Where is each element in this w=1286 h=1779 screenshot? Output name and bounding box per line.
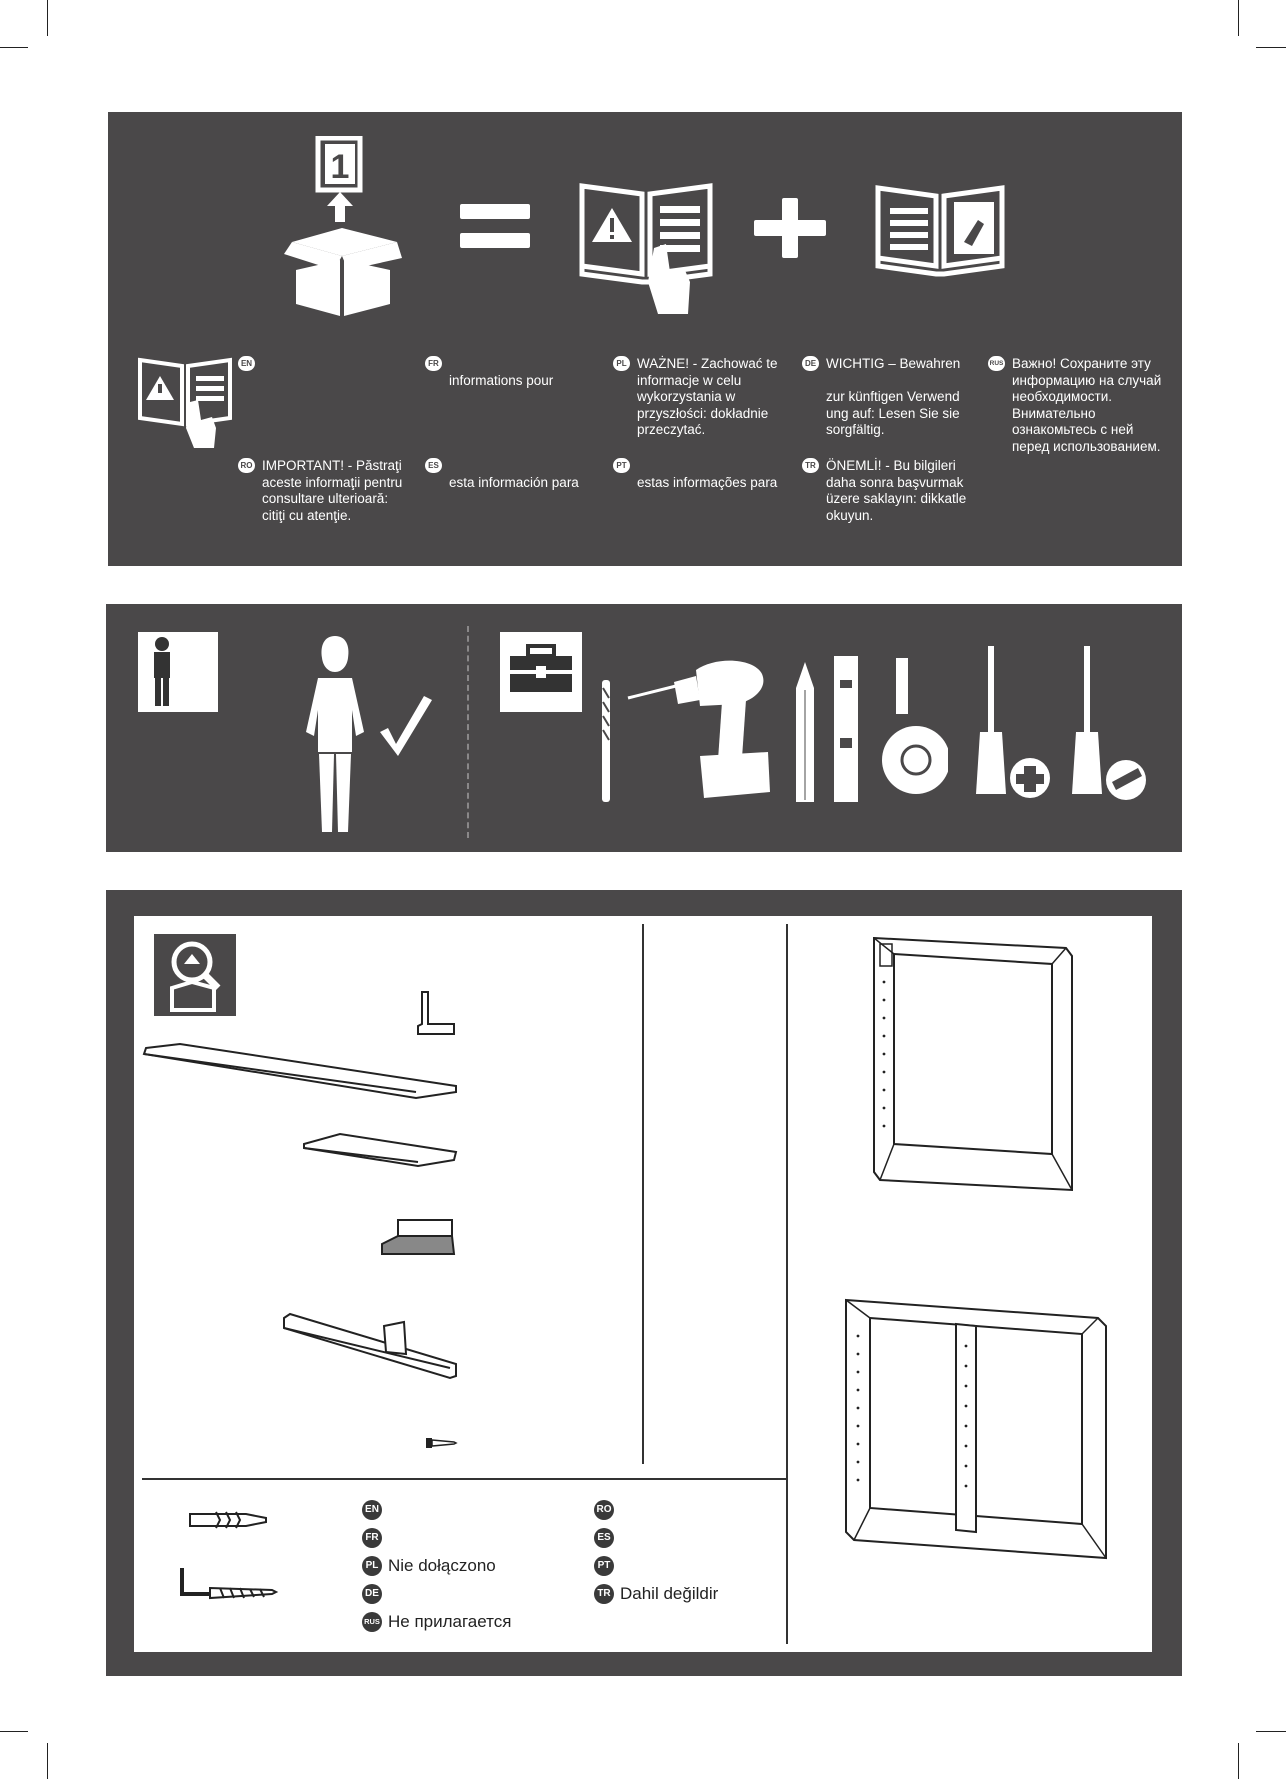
warning-line: WICHTIG – Bewahren [826, 356, 961, 371]
spirit-level-icon [832, 654, 860, 804]
read-warning-manual-icon [578, 178, 718, 318]
lang-badge: TR [802, 458, 819, 473]
warning-line: przyszłości: dokładnie [637, 405, 769, 421]
warning-line: WAŻNE! - Zachować te [637, 356, 778, 371]
warning-line: sorgfältig. [826, 422, 885, 437]
tape-measure-icon [880, 656, 948, 802]
column-divider [642, 924, 644, 1464]
not-included-rus [362, 1610, 511, 1632]
warning-text-pt [616, 458, 778, 491]
lang-badge: PL [362, 1556, 382, 1576]
not-included-label: Dahil değildir [620, 1583, 719, 1603]
phillips-screwdriver-icon [972, 644, 1052, 804]
lang-badge: DE [362, 1584, 382, 1604]
warning-line [826, 373, 960, 390]
warning-line: okuyun. [826, 507, 874, 523]
warning-line: ung auf: Lesen Sie sie [826, 405, 960, 421]
lang-badge: FR [362, 1528, 382, 1548]
warning-line: перед использованием. [1012, 438, 1161, 454]
not-included-label: Не прилагается [388, 1611, 512, 1631]
warning-line: ознакомьтесь с ней [1012, 422, 1134, 437]
not-included-label: Nie dołączono [388, 1555, 496, 1575]
step-number: 1 [330, 148, 350, 186]
warning-text-pl [616, 356, 778, 439]
long-shelf-part [140, 1040, 460, 1102]
not-included-pl [362, 1554, 496, 1576]
checkmark-icon [378, 692, 434, 758]
warning-line: IMPORTANT! - Păstraţi [262, 458, 402, 473]
not-included-es [594, 1526, 620, 1548]
warning-line: informacje w celu [637, 372, 742, 388]
warning-line: wykorzystania w [637, 389, 736, 404]
inspect-box-badge-icon [152, 932, 238, 1018]
lang-badge: PT [613, 458, 630, 473]
not-included-de [362, 1582, 388, 1604]
warning-text-rus [989, 356, 1162, 455]
mirror-clip-part [378, 1218, 458, 1258]
led-light-bar-part [280, 1310, 460, 1382]
warning-text-de [804, 356, 961, 439]
box-with-manual-icon [282, 136, 404, 318]
row-divider [142, 1478, 788, 1480]
not-included-ro [594, 1498, 620, 1520]
lang-badge: RO [238, 458, 255, 473]
warning-line: informations pour [449, 372, 554, 388]
warning-line: przeczytać. [637, 422, 706, 437]
screw-part [424, 1436, 458, 1450]
plus-icon [754, 198, 826, 258]
toolbox-badge-icon [498, 630, 584, 714]
lang-badge: PT [594, 1556, 614, 1576]
warning-text-es [428, 458, 579, 491]
warning-line: информацию на случай [1012, 372, 1162, 388]
warning-line: Внимательно [1012, 405, 1096, 421]
not-included-tr [594, 1582, 718, 1604]
cordless-drill-icon [626, 652, 776, 802]
not-included-pt [594, 1554, 620, 1576]
column-divider [786, 924, 788, 1644]
warning-line: esta información para [449, 474, 579, 490]
warning-line: ÖNEMLİ! - Bu bilgileri [826, 458, 956, 473]
lang-badge: DE [802, 356, 819, 371]
not-included-fr [362, 1526, 388, 1548]
warning-line: citiţi cu atenţie. [262, 507, 352, 523]
crop-mark [47, 0, 48, 36]
one-person-badge-icon [136, 630, 220, 714]
pencil-icon [794, 660, 816, 804]
crop-mark [1256, 47, 1286, 48]
crop-mark [0, 1731, 28, 1732]
drill-bit-icon [598, 678, 614, 804]
hook-screw-part [176, 1564, 280, 1600]
crop-mark [1238, 1743, 1239, 1779]
warning-text-tr [805, 458, 967, 524]
warning-line: aceste informaţii pentru [262, 474, 403, 490]
warning-line: необходимости. [1012, 389, 1112, 404]
warning-line: consultare ulterioară: [262, 491, 389, 506]
crop-mark [47, 1743, 48, 1779]
not-included-en [362, 1498, 388, 1520]
warning-line [637, 458, 777, 475]
lang-badge: RO [594, 1500, 614, 1520]
double-cabinet-frame [842, 1296, 1110, 1562]
crop-mark [1238, 0, 1239, 36]
l-bracket-part [414, 990, 458, 1038]
warning-line: Важно! Сохраните эту [1012, 356, 1151, 371]
warning-line: üzere saklayın: dikkatle [826, 491, 967, 506]
person-icon [296, 632, 374, 840]
equals-icon [460, 204, 530, 250]
lang-badge: TR [594, 1584, 614, 1604]
crop-mark [1256, 1731, 1286, 1732]
short-shelf-part [300, 1128, 460, 1168]
warning-text-fr [428, 356, 554, 389]
lang-badge: FR [425, 356, 442, 371]
warning-line [449, 458, 579, 475]
wall-plug-part [186, 1508, 270, 1532]
warning-line [449, 356, 553, 373]
warning-line: daha sonra başvurmak [826, 474, 964, 490]
lang-badge: RUS [362, 1612, 382, 1632]
lang-badge: RUS [988, 356, 1005, 371]
warning-line: estas informações para [637, 474, 778, 490]
lang-badge: EN [238, 356, 255, 371]
tools-divider [467, 626, 469, 838]
lang-badge: ES [594, 1528, 614, 1548]
lang-badge: PL [613, 356, 630, 371]
manual-warning-hand-icon [138, 354, 234, 450]
crop-mark [0, 47, 28, 48]
lang-badge: ES [425, 458, 442, 473]
single-cabinet-frame [870, 934, 1080, 1194]
warning-text-ro [240, 458, 403, 524]
lang-badge: EN [362, 1500, 382, 1520]
flat-screwdriver-icon [1068, 644, 1148, 804]
warning-line: zur künftigen Verwend [826, 389, 960, 404]
assembly-manual-icon [874, 180, 1006, 280]
